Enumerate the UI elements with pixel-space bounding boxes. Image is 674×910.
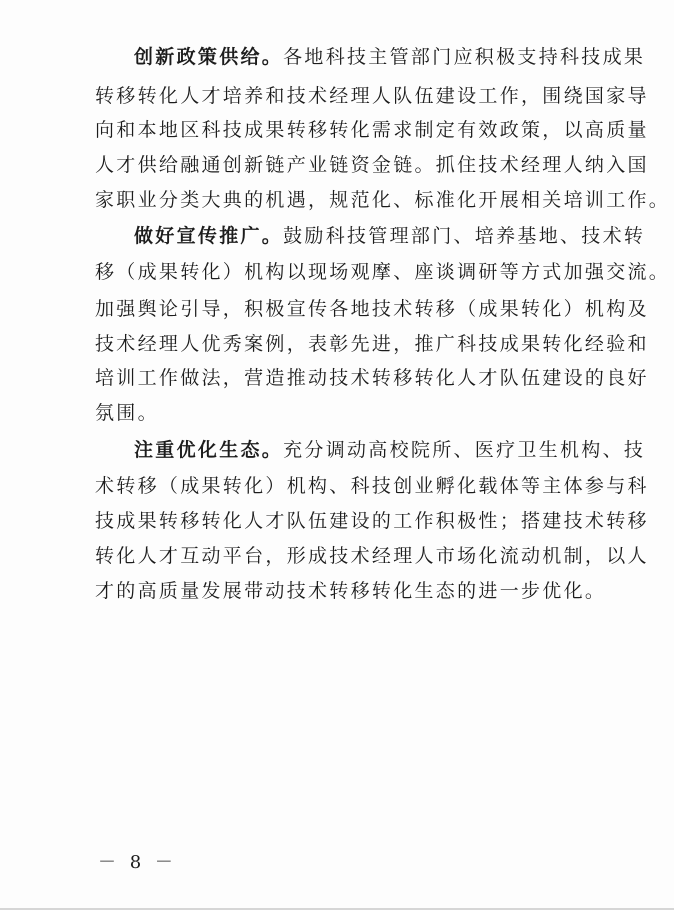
paragraph-1-line-4: 人才供给融通创新链产业链资金链。抓住技术经理人纳入国 (95, 154, 649, 176)
paragraph-2-line-3: 加强舆论引导，积极宣传各地技术转移（成果转化）机构及 (95, 298, 649, 320)
paragraph-2-text: 鼓励科技管理部门、培养基地、技术转 (283, 225, 646, 247)
paragraph-3-line-4: 转化人才互动平台，形成技术经理人市场化流动机制，以人 (95, 545, 649, 567)
paragraph-3-text: 充分调动高校院所、医疗卫生机构、技 (283, 439, 646, 461)
paragraph-1-lead: 创新政策供给。 (134, 46, 284, 68)
paragraph-2-line-2: 移（成果转化）机构以现场观摩、座谈调研等方式加强交流。 (95, 261, 671, 283)
paragraph-2-line-1 (134, 224, 645, 248)
paragraph-1-line-1 (134, 45, 645, 69)
paragraph-3-line-2: 术转移（成果转化）机构、科技创业孵化载体等主体参与科 (95, 475, 649, 497)
paragraph-2-lead: 做好宣传推广。 (134, 225, 284, 247)
paragraph-1-text: 各地科技主管部门应积极支持科技成果 (283, 46, 646, 68)
paragraph-1-line-2: 转移转化人才培养和技术经理人队伍建设工作，围绕国家导 (95, 85, 649, 107)
paragraph-3-line-1 (134, 438, 645, 462)
paragraph-3-line-3: 技成果转移转化人才队伍建设的工作积极性；搭建技术转移 (95, 510, 649, 532)
paragraph-2-line-6: 氛围。 (95, 402, 159, 424)
paragraph-1-line-3: 向和本地区科技成果转移转化需求制定有效政策，以高质量 (95, 119, 649, 141)
paragraph-3-lead: 注重优化生态。 (134, 439, 284, 461)
paragraph-2-line-4: 技术经理人优秀案例，表彰先进，推广科技成果转化经验和 (95, 333, 649, 355)
paragraph-1-line-5: 家职业分类大典的机遇，规范化、标准化开展相关培训工作。 (95, 189, 671, 211)
paragraph-2-line-5: 培训工作做法，营造推动技术转移转化人才队伍建设的良好 (95, 367, 649, 389)
page-number: － 8 － (98, 852, 177, 873)
paragraph-3-line-5: 才的高质量发展带动技术转移转化生态的进一步优化。 (95, 580, 607, 602)
